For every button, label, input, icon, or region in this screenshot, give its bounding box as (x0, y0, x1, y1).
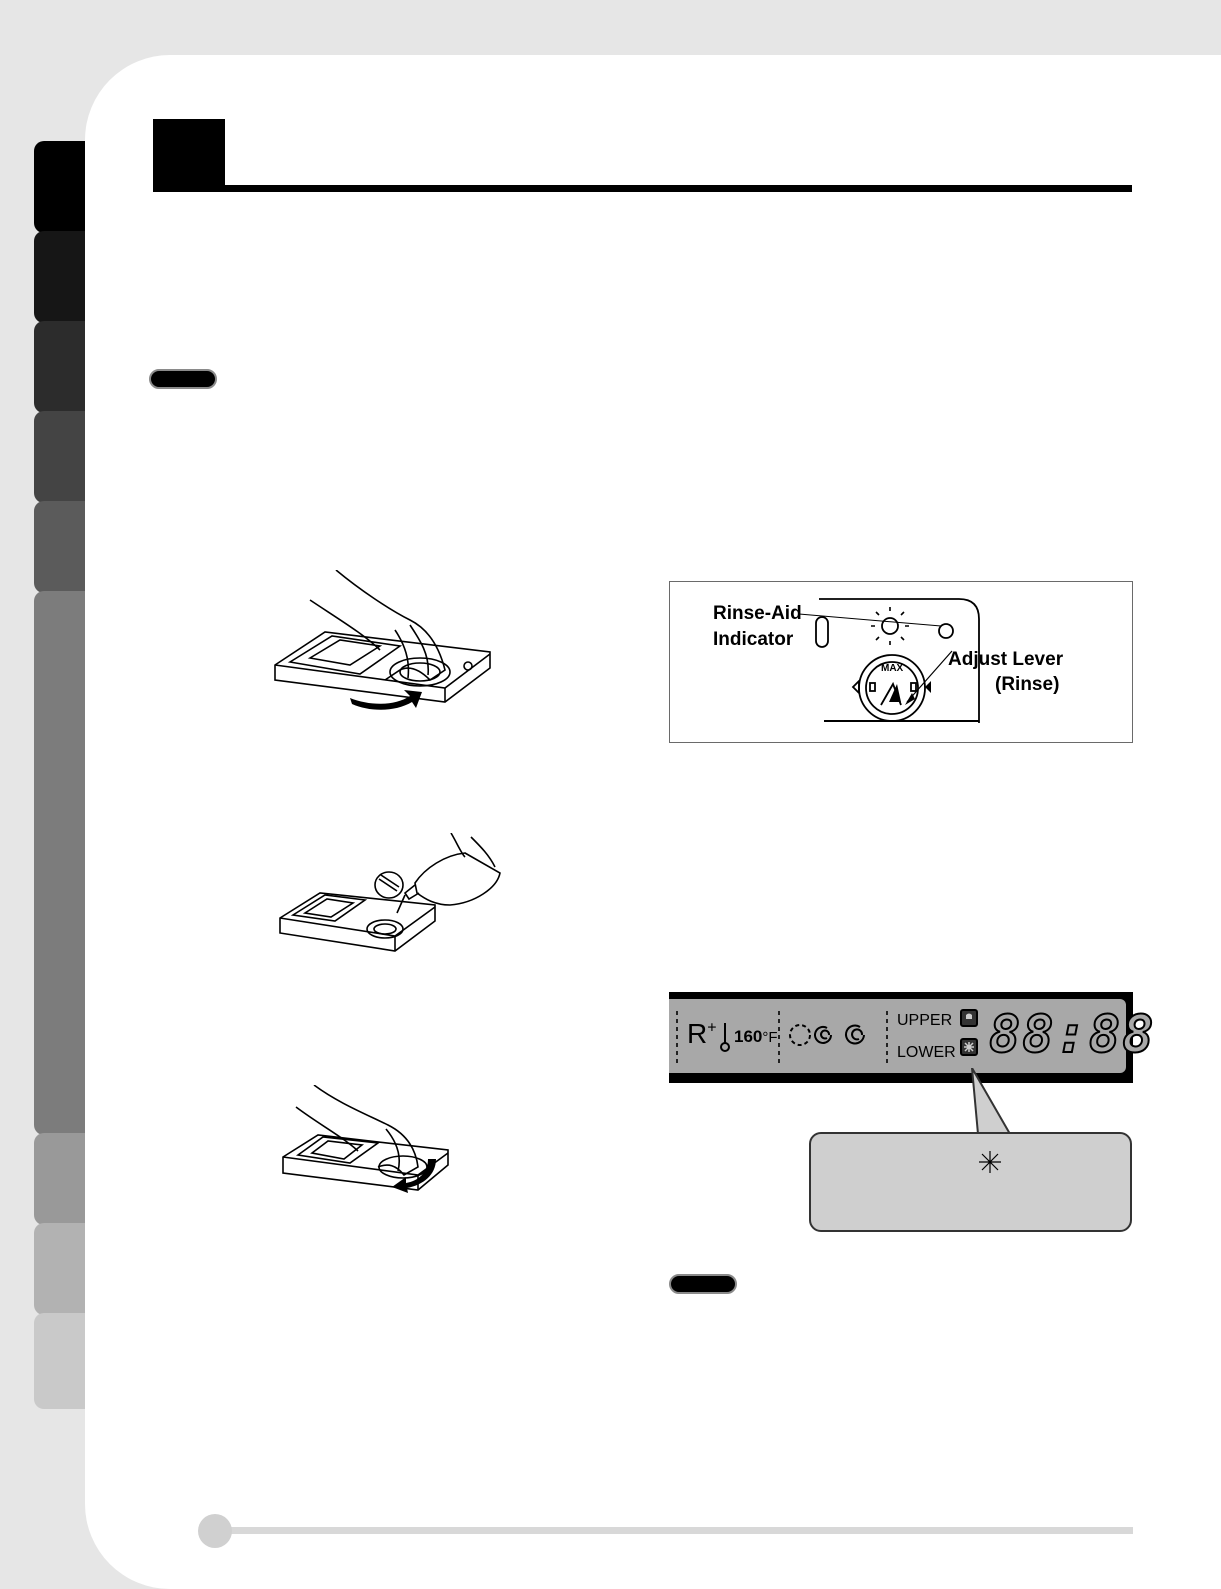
digital-clock-display: 88:88 (989, 1005, 1156, 1065)
side-tab-6[interactable] (34, 591, 90, 1135)
side-tab-8[interactable] (34, 1223, 90, 1315)
temperature-readout (734, 1027, 778, 1047)
open-cap-illustration (270, 570, 495, 730)
rinse-aid-label-line1: Rinse-Aid (713, 603, 802, 624)
r-plus-text: R (687, 1018, 708, 1049)
close-cap-illustration (278, 1085, 458, 1200)
adjust-lever-label-line2: (Rinse) (995, 674, 1060, 695)
page-number-dot (198, 1514, 232, 1548)
temperature-value: 160 (734, 1027, 763, 1046)
lower-indicator-callout (809, 1132, 1132, 1232)
footer-rule (215, 1527, 1133, 1534)
side-tab-7[interactable] (34, 1133, 90, 1225)
side-tab-5[interactable] (34, 501, 90, 593)
temperature-unit: °F (762, 1029, 778, 1046)
callout-pointer (960, 1068, 1020, 1136)
note-badge (149, 369, 217, 389)
fill-rinse-aid-illustration (275, 833, 515, 968)
adjust-lever-label-line1: Adjust Lever (948, 649, 1064, 670)
side-tab-4[interactable] (34, 411, 90, 503)
lower-label: LOWER (897, 1044, 956, 1061)
side-tab-1[interactable] (34, 141, 90, 233)
upper-label: UPPER (897, 1012, 953, 1029)
side-tab-3[interactable] (34, 321, 90, 413)
page-background-strip (0, 0, 1221, 55)
r-plus-indicator (687, 1018, 717, 1050)
sparkle-icon (978, 1150, 1002, 1174)
page (85, 55, 1221, 1589)
r-plus-sup: + (707, 1019, 717, 1037)
note-badge-2 (669, 1274, 737, 1294)
section-number-block (153, 119, 225, 191)
rinse-aid-label-line2: Indicator (713, 629, 794, 650)
title-rule (153, 185, 1132, 192)
side-tab-9[interactable] (34, 1313, 90, 1409)
dial-max-label: MAX (881, 663, 904, 674)
side-tab-2[interactable] (34, 231, 90, 323)
